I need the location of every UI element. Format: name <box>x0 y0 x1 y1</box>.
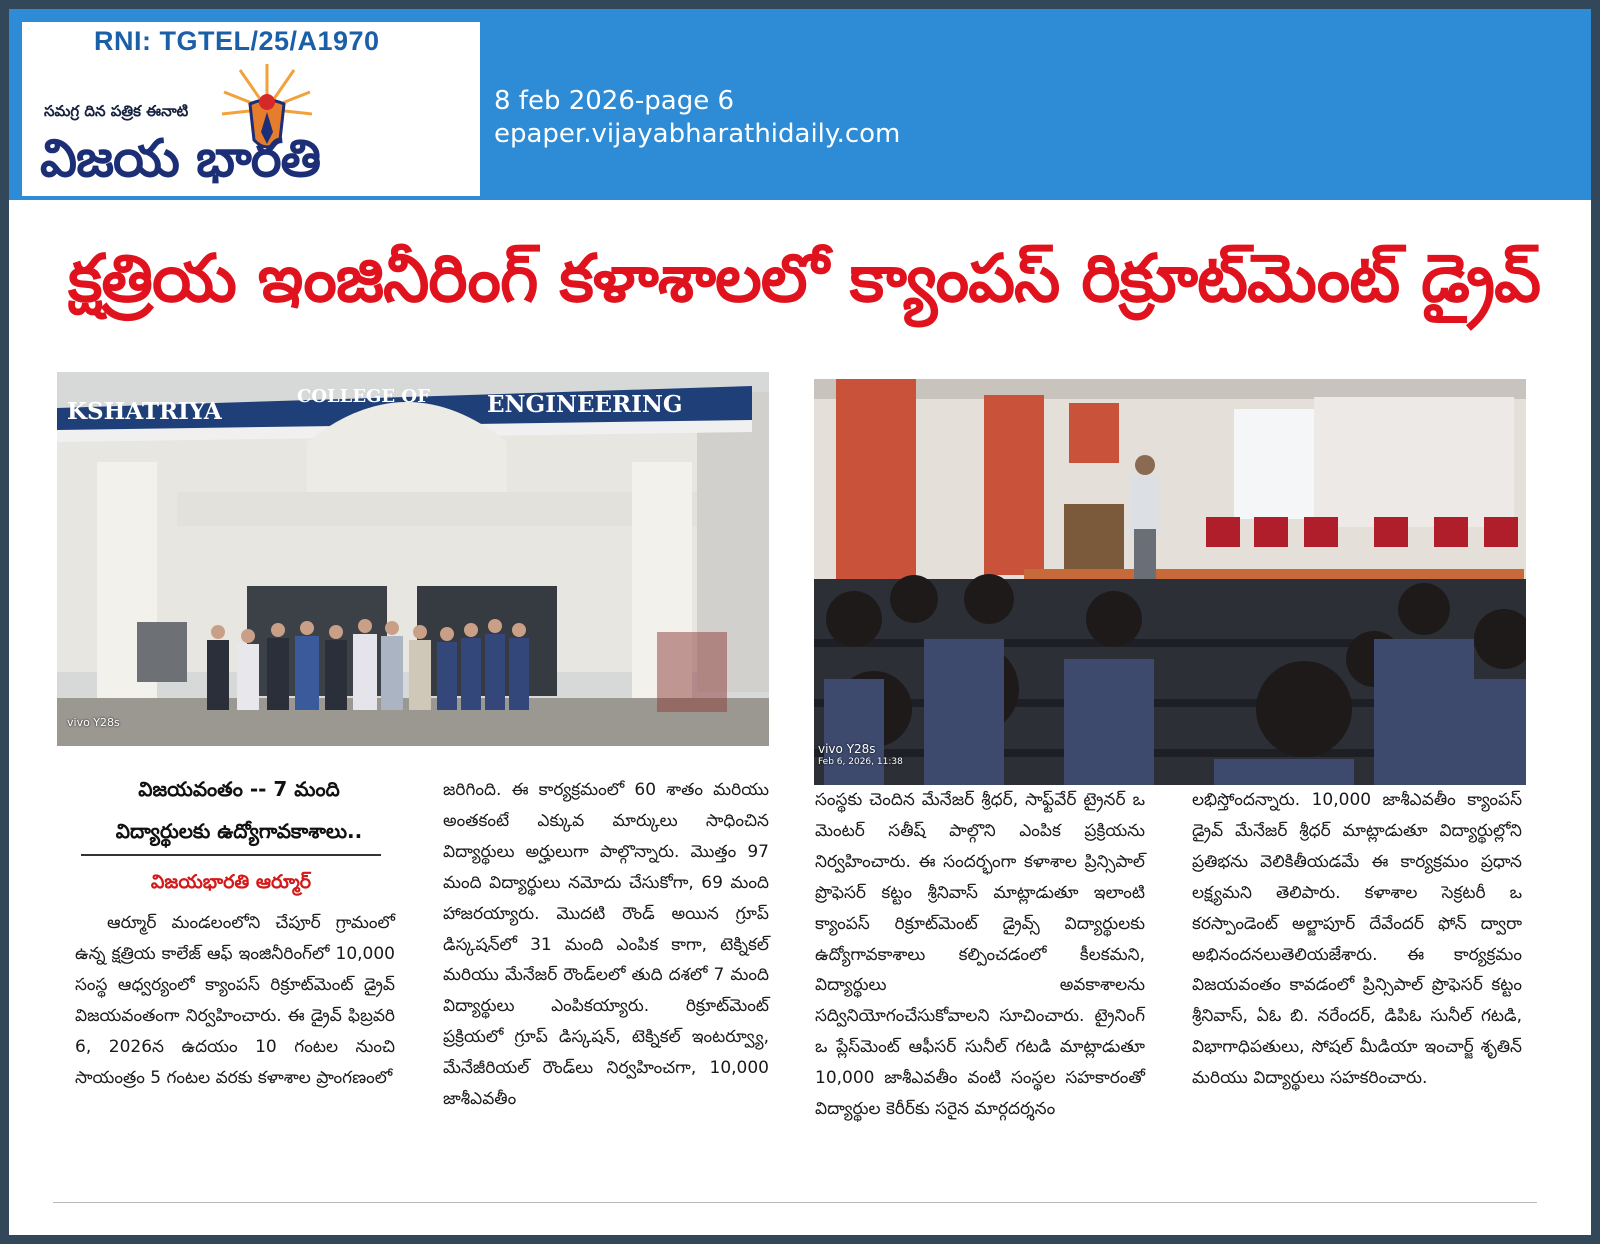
sign-kshatriya: KSHATRIYA <box>67 398 222 425</box>
article-column-1: ఆర్మూర్ మండలంలోని చేపూర్ గ్రామంలో ఉన్న క్షత్రియ కాలేజ్ ఆఫ్ ఇంజినీరింగ్‌లో 10,000 సంస్థ ఆధ్వర్యంలో క్యాంపస్ రిక్రూట్‌మెంట్ డ్రైవ్ విజయవంతంగా నిర్వహించారు. ఈ డ్రైవ్ ఫిబ్రవరి 6, 2026న ఉదయం 10 గంటల నుంచి సాయంత్రం 5 గంటల వరకు కళాశాల ప్రాంగణంలో <box>75 913 395 1088</box>
tagline: సమగ్ర దిన పత్రిక ఈనాటి <box>44 102 189 120</box>
rni-number: RNI: TGTEL/25/A1970 <box>94 26 380 56</box>
bottom-divider <box>53 1202 1537 1203</box>
college-building-photo <box>57 372 769 746</box>
article-column-2: జరిగింది. ఈ కార్యక్రమంలో 60 శాతం మరియు అంతకంటే ఎక్కువ మార్కులు సాధించిన విద్యార్థులు అర్హులుగా పాల్గొన్నారు. మొత్తం 97 మంది విద్యార్థులు నమోదు చేసుకోగా, 69 మంది హాజరయ్యారు. మొదటి రౌండ్ అయిన గ్రూప్ డిస్కషన్‌లో 31 మంది ఎంపిక కాగా, టెక్నికల్ మరియు మేనేజర్ రౌండ్‌లలో తుది దశలో 7 మంది విద్యార్థులు ఎంపికయ్యారు. రిక్రూట్‌మెంట్ ప్రక్రియలో గ్రూప్ డిస్కషన్, టెక్నికల్ ఇంటర్వ్యూ, మేనేజీరియల్ రౌండ్‌లు నిర్వహించగా, 10,000 జాశీఎవతీం <box>443 780 769 1110</box>
sign-college-of: COLLEGE OF <box>297 386 430 407</box>
article-column-4: లభిస్తోందన్నారు. 10,000 జాశీఎవతీం క్యాంపస్ డ్రైవ్ మేనేజర్ శ్రీధర్ మాట్లాడుతూ విద్యార్థుల్లోని ప్రతిభను వెలికితీయడమే ఈ కార్యక్రమం ప్రధాన లక్ష్యమని తెలిపారు. కళాశాల సెక్రటరీ ఒ కరస్పాండెంట్ అల్జాపూర్ దేవేందర్ ఫోన్ ద్వారా అభినందనలుతెలియజేశారు. ఈ కార్యక్రమం విజయవంతం కావడంలో ప్రిన్సిపాల్ ప్రొఫెసర్ కట్టం శ్రీనివాస్, ఏఓ బి. నరేందర్, డిపిఓ సునీల్ గటడి, విభాగాధిపతులు, సోషల్ మీడియా ఇంచార్జ్ శృతిన్ మరియు విద్యార్థులు సహకరించారు. <box>1192 790 1522 1089</box>
brand-name: విజయ భారతి <box>40 129 321 189</box>
sign-engineering: ENGINEERING <box>487 391 683 418</box>
article-subhead-2: విద్యార్థులకు ఉద్యోగావకాశాలు.. <box>115 819 363 843</box>
photo2-camera-stamp: vivo Y28s Feb 6, 2026, 11:38 <box>818 742 903 767</box>
article-byline: విజయభారతి ఆర్మూర్ <box>150 871 312 893</box>
photo1-camera-stamp: vivo Y28s <box>67 716 120 729</box>
subhead-divider <box>81 854 381 856</box>
newspaper-logo <box>22 22 480 196</box>
masthead <box>9 9 1591 200</box>
edition-info <box>494 85 900 151</box>
seminar-hall-photo <box>814 379 1526 785</box>
epaper-page <box>9 9 1591 1235</box>
headline: క్షత్రియ ఇంజినీరింగ్ కళాశాలలో క్యాంపస్ రిక్రూట్‌మెంట్ డ్రైవ్ <box>67 240 1541 317</box>
article-subhead-1: విజయవంతం -- 7 మంది <box>138 777 340 801</box>
edition-date: 8 feb 2026-page 6 <box>494 86 735 116</box>
article-column-3: సంస్థకు చెందిన మేనేజర్ శ్రీధర్, సాఫ్ట్‌వేర్ ట్రైనర్ ఒ మెంటర్ సతీష్ పాల్గొని ఎంపిక ప్రక్రియను నిర్వహించారు. ఈ సందర్భంగా కళాశాల ప్రిన్సిపాల్ ప్రొఫెసర్ కట్టం శ్రీనివాస్ మాట్లాడుతూ ఇలాంటి క్యాంపస్ రిక్రూట్‌మెంట్ డ్రైవ్స్ విద్యార్థులకు ఉద్యోగావకాశాలు కల్పించడంలో కీలకమని, విద్యార్థులు అవకాశాలను సద్వినియోగంచేసుకోవాలని సూచించారు. ట్రైనింగ్ ఒ ప్లేస్‌మెంట్ ఆఫీసర్ సునీల్ గటడి మాట్లాడుతూ 10,000 జాశీఎవతీం వంటి సంస్థల సహకారంతో విద్యార్థుల కెరీర్‌కు సరైన మార్గదర్శనం <box>815 790 1145 1120</box>
epaper-url[interactable]: epaper.vijayabharathidaily.com <box>494 119 901 149</box>
